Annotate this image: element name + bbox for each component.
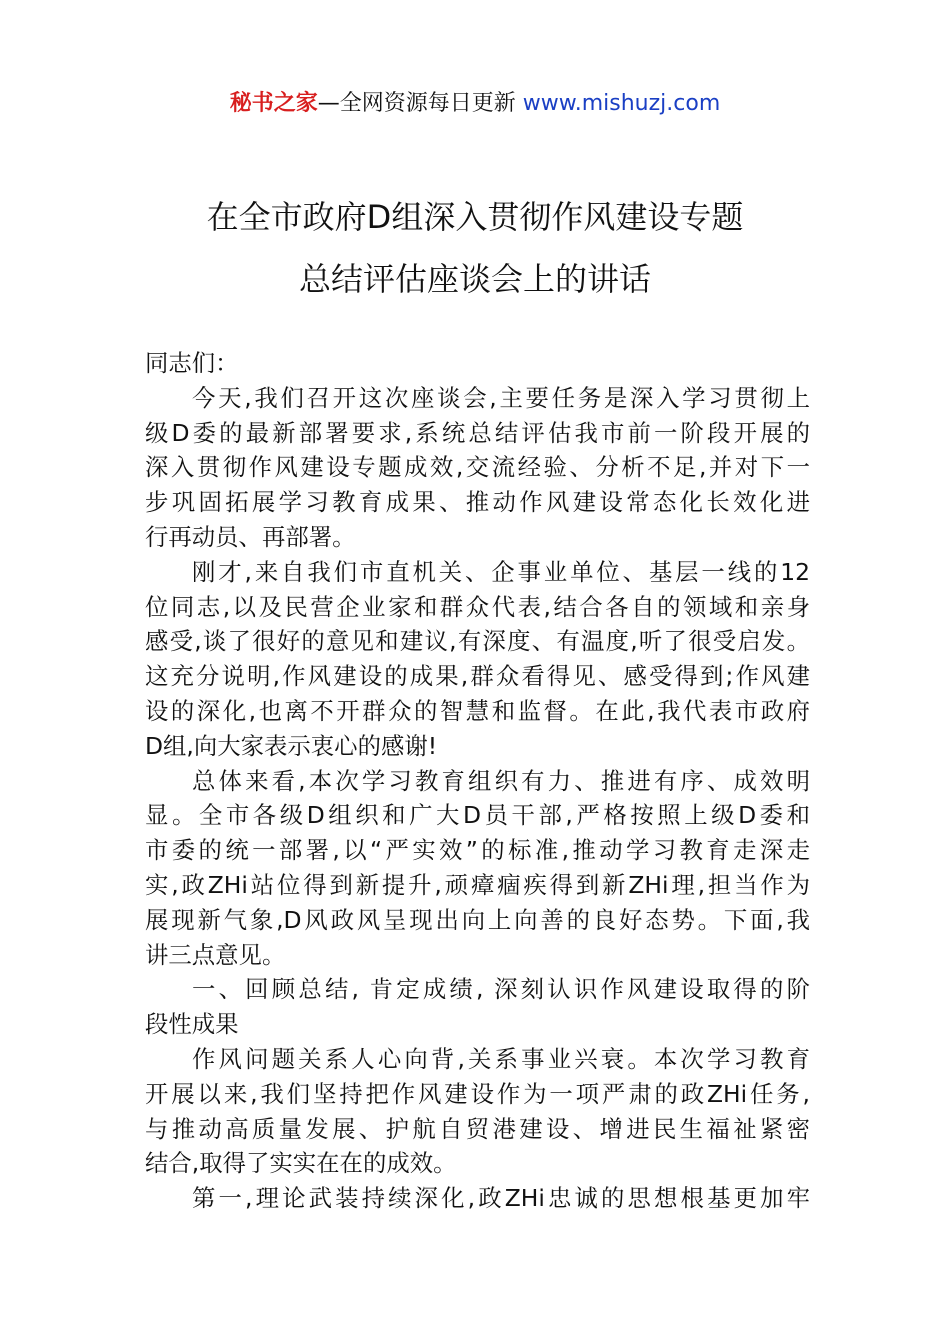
text-line: 结合,取得了实实在在的成效。 <box>145 1149 457 1178</box>
text-line: 位同志,以及民营企业家和群众代表,结合各自的领域和亲身 <box>145 592 810 621</box>
text-line: 总体来看,本次学习教育组织有力、推进有序、成效明 <box>192 766 810 795</box>
site-header <box>0 88 950 120</box>
text-line: D组,向大家表示衷心的感谢! <box>145 731 438 760</box>
text-line: 设的深化,也离不开群众的智慧和监督。在此,我代表市政府 <box>145 696 810 725</box>
title-line-1: 在全市政府D组深入贯彻作风建设专题 <box>206 198 744 236</box>
text-line: 级D委的最新部署要求,系统总结评估我市前一阶段开展的 <box>145 418 810 447</box>
text-line: 这充分说明,作风建设的成果,群众看得见、感受得到;作风建 <box>145 662 810 691</box>
section-heading: 段性成果 <box>145 1010 239 1039</box>
site-url-link[interactable]: www.mishuzj.com <box>522 91 721 116</box>
text-line: 市委的统一部署,以“严实效”的标准,推动学习教育走深走 <box>145 836 810 865</box>
salutation: 同志们： <box>145 349 239 377</box>
text-line: 作风问题关系人心向背,关系事业兴衰。本次学习教育 <box>192 1044 810 1073</box>
text-line: 行再动员、再部署。 <box>145 522 356 551</box>
text-line: 步巩固拓展学习教育成果、推动作风建设常态化长效化进 <box>145 488 810 517</box>
site-brand: 秘书之家 <box>229 91 318 116</box>
text-line: 深入贯彻作风建设专题成效,交流经验、分析不足,并对下一 <box>145 453 810 482</box>
section-heading: 一、回顾总结, 肯定成绩, 深刻认识作风建设取得的阶 <box>192 975 810 1004</box>
text-line: 感受,谈了很好的意见和建议,有深度、有温度,听了很受启发。 <box>145 627 810 656</box>
text-line: 讲三点意见。 <box>145 940 286 969</box>
text-line: 开展以来,我们坚持把作风建设作为一项严肃的政ZHi任务, <box>145 1079 810 1108</box>
document-title <box>0 186 950 310</box>
document-body <box>145 346 810 1216</box>
site-tagline: —全网资源每日更新 <box>317 91 523 116</box>
text-line: 与推动高质量发展、护航自贸港建设、增进民生福祉紧密 <box>145 1114 810 1143</box>
text-line: 今天,我们召开这次座谈会,主要任务是深入学习贯彻上 <box>192 383 810 412</box>
text-line: 实,政ZHi站位得到新提升,顽瘴痼疾得到新ZHi理,担当作为 <box>145 870 810 899</box>
text-line: 第一,理论武装持续深化,政ZHi忠诚的思想根基更加牢 <box>192 1184 810 1213</box>
text-line: 展现新气象,D风政风呈现出向上向善的良好态势。下面,我 <box>145 905 810 934</box>
text-line: 刚才,来自我们市直机关、企事业单位、基层一线的12 <box>192 557 810 586</box>
title-line-2: 总结评估座谈会上的讲话 <box>298 260 651 298</box>
text-line: 显。全市各级D组织和广大D员干部,严格按照上级D委和 <box>145 801 810 830</box>
